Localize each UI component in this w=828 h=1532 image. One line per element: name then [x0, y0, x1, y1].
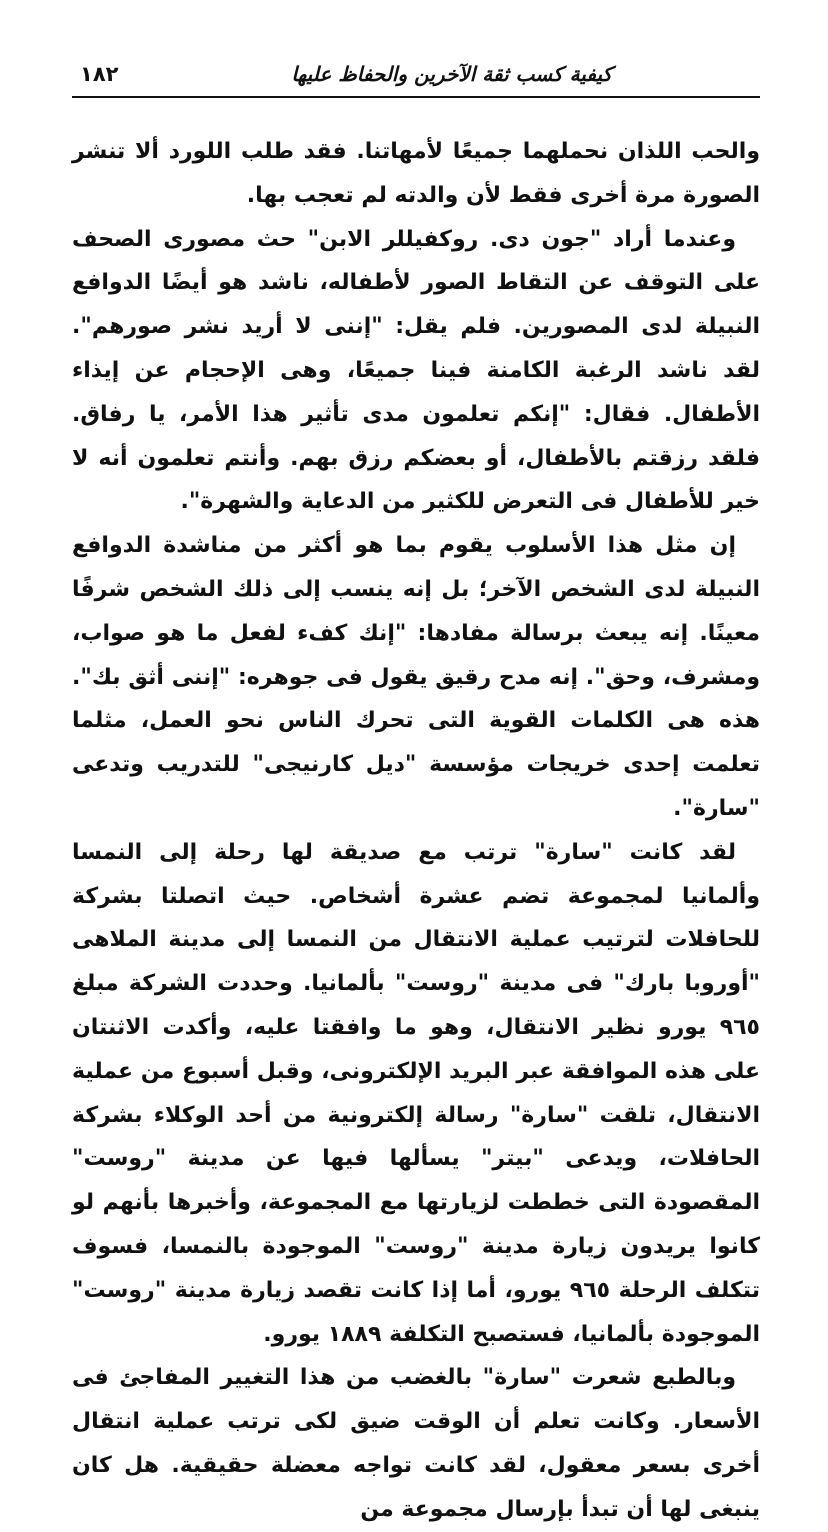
- body-text: [72, 130, 760, 1532]
- book-page: [72, 52, 761, 1522]
- paragraph-rockefeller: وعندما أراد "جون دى. روكفيللر الابن" حث مصورى الصحف على التوقف عن التقاط الصور لأطفاله، ناشد هو أيضًا الدوافع النبيلة لدى المصورين. فلم يقل: "إننى لا أريد نشر صورهم". لقد ناشد الرغبة الكامنة فينا جميعًا، وهى الإحجام عن إيذاء الأطفال. فقال: "إنكم تعلمون مدى تأثير هذا الأمر، يا رفاق. فلقد رزقتم بالأطفال، أو بعضكم رزق بهم. وأنتم تعلمون أنه لا خير للأطفال فى التعرض للكثير من الدعاية والشهرة".: [72, 226, 760, 515]
- paragraph-continued: والحب اللذان نحملهما جميعًا لأمهاتنا. فقد طلب اللورد ألا تنشر الصورة مرة أخرى فقط لأن والدته لم تعجب بها.: [72, 139, 760, 208]
- paragraph-noble-motives: إن مثل هذا الأسلوب يقوم بما هو أكثر من مناشدة الدوافع النبيلة لدى الشخص الآخر؛ بل إنه ينسب إلى ذلك الشخص شرفًا معينًا. إنه يبعث برسالة مفادها: "إنك كفء لفعل ما هو صواب، ومشرف، وحق". إنه مدح رقيق يقول فى جوهره: "إننى أثق بك". هذه هى الكلمات القوية التى تحرك الناس نحو العمل، مثلما تعلمت إحدى خريجات مؤسسة "ديل كارنيجى" للتدريب وتدعى "سارة".: [72, 533, 760, 821]
- paragraph-sarah-dilemma: وبالطبع شعرت "سارة" بالغضب من هذا التغيير المفاجئ فى الأسعار. وكانت تعلم أن الوقت ضيق لكى ترتب عملية انتقال أخرى بسعر معقول، لقد كانت تواجه معضلة حقيقية. هل كان ينبغى لها أن تبدأ بإرسال مجموعة من: [72, 1365, 760, 1522]
- running-header-title: كيفية كسب ثقة الآخرين والحفاظ عليها: [291, 62, 612, 86]
- page-number: ١٨٢: [80, 62, 119, 86]
- paragraph-sarah-trip: لقد كانت "سارة" ترتب مع صديقة لها رحلة إلى النمسا وألمانيا لمجموعة تضم عشرة أشخاص. حيث اتصلتا بشركة للحافلات لترتيب عملية الانتقال من النمسا إلى مدينة الملاهى "أوروبا بارك" فى مدينة "روست" بألمانيا. وحددت الشركة مبلغ ٩٦٥ يورو نظير الانتقال، وهو ما وافقتا عليه، وأكدت الاثنتان على هذه الموافقة عبر البريد الإلكترونى، وقبل أسبوع من عملية الانتقال، تلقت "سارة" رسالة إلكترونية من أحد الوكلاء بشركة الحافلات، ويدعى "بيتر" يسألها فيها عن مدينة "روست" المقصودة التى خططت لزيارتها مع المجموعة، وأخبرها بأنهم لو كانوا يريدون زيارة مدينة "روست" الموجودة بالنمسا، فسوف تتكلف الرحلة ٩٦٥ يورو، أما إذا كانت تقصد زيارة مدينة "روست" الموجودة بألمانيا، فستصبح التكلفة ١٨٨٩ يورو.: [72, 839, 761, 1347]
- running-header: [72, 52, 760, 98]
